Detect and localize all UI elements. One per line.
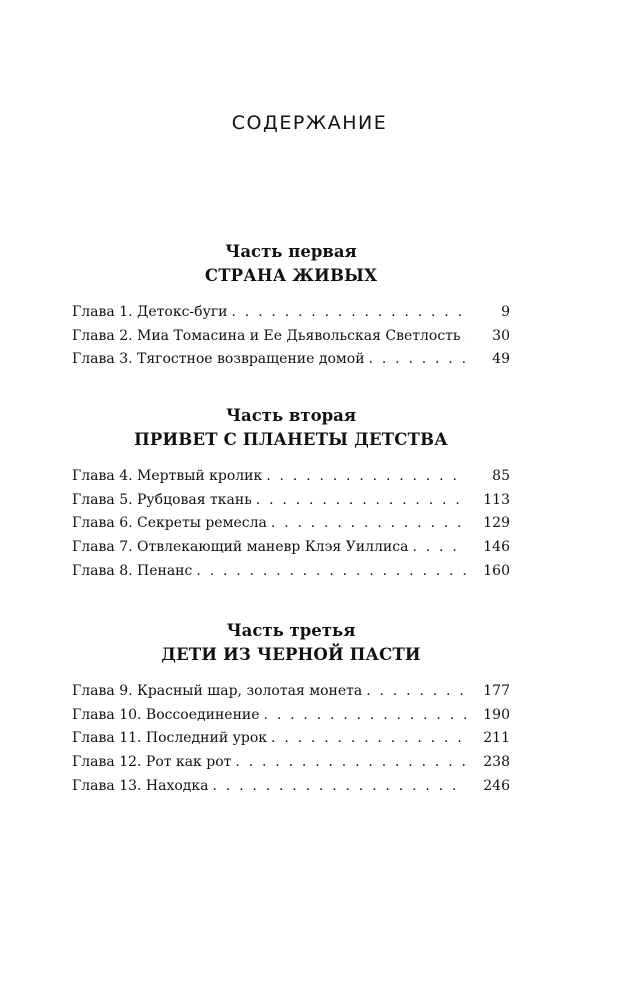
chapter-list xyxy=(72,683,510,801)
dot-leader xyxy=(264,707,466,723)
chapter-row[interactable] xyxy=(72,754,510,778)
chapter-title: Глава 6. Секреты ремесла xyxy=(72,515,267,532)
chapter-title: Глава 13. Находка xyxy=(72,777,209,794)
chapter-row[interactable] xyxy=(72,778,510,802)
chapter-title: Глава 10. Воссоединение xyxy=(72,706,260,723)
chapter-title: Глава 4. Мертвый кролик xyxy=(72,468,263,484)
chapter-title: Глава 11. Последний урок xyxy=(72,730,268,747)
dot-leader xyxy=(235,754,466,770)
chapter-title: Глава 3. Тягостное возвращение домой xyxy=(72,351,365,368)
page-number: 160 xyxy=(483,562,510,579)
chapter-row[interactable] xyxy=(72,683,510,707)
dot-leader xyxy=(465,328,466,344)
chapter-row[interactable] xyxy=(72,328,510,352)
dot-leader xyxy=(232,304,467,320)
page-number: 49 xyxy=(492,351,510,368)
page-number: 190 xyxy=(483,706,510,723)
part-name: ДЕТИ ИЗ ЧЕРНОЙ ПАСТИ xyxy=(161,645,421,664)
chapter-row[interactable] xyxy=(72,730,510,754)
chapter-title: Глава 2. Миа Томасина и Ее Дьявольская Светлость xyxy=(72,327,461,344)
chapter-row[interactable] xyxy=(72,468,510,492)
chapter-title: Глава 8. Пенанс xyxy=(72,562,193,579)
chapter-title: Глава 1. Детокс-буги xyxy=(72,304,228,320)
chapter-title: Глава 12. Рот как рот xyxy=(72,754,232,771)
part-section-2 xyxy=(72,404,510,586)
page-number: 113 xyxy=(483,491,510,508)
chapter-row[interactable] xyxy=(72,539,510,563)
chapter-row[interactable] xyxy=(72,304,510,328)
chapter-row[interactable] xyxy=(72,515,510,539)
dot-leader xyxy=(266,468,466,484)
dot-leader xyxy=(271,730,466,746)
part-section-1 xyxy=(72,240,510,375)
part-name: СТРАНА ЖИВЫХ xyxy=(204,266,378,285)
part-section-3 xyxy=(72,619,510,801)
dot-leader xyxy=(256,492,466,508)
page-number: 238 xyxy=(483,754,510,771)
dot-leader xyxy=(366,683,466,699)
part-name: ПРИВЕТ С ПЛАНЕТЫ ДЕТСТВА xyxy=(134,430,448,449)
chapter-row[interactable] xyxy=(72,563,510,587)
dot-leader xyxy=(271,515,466,531)
page-number: 246 xyxy=(483,777,510,794)
chapter-list xyxy=(72,468,510,586)
chapter-list xyxy=(72,304,510,375)
page-title: СОДЕРЖАНИЕ xyxy=(231,112,388,134)
dot-leader xyxy=(369,351,466,367)
page-number: 9 xyxy=(501,304,510,320)
dot-leader xyxy=(412,539,466,555)
page-number: 211 xyxy=(483,730,510,747)
chapter-row[interactable] xyxy=(72,492,510,516)
page-number: 177 xyxy=(483,683,510,699)
part-label: Часть вторая xyxy=(225,406,357,425)
dot-leader xyxy=(213,778,467,794)
chapter-title: Глава 9. Красный шар, золотая монета xyxy=(72,683,363,699)
chapter-row[interactable] xyxy=(72,707,510,731)
dot-leader xyxy=(196,563,466,579)
page-number: 146 xyxy=(483,539,510,556)
page-number: 129 xyxy=(483,515,510,532)
chapter-title: Глава 7. Отвлекающий маневр Клэя Уиллиса xyxy=(72,539,409,556)
page-number: 30 xyxy=(492,327,510,344)
part-label: Часть первая xyxy=(225,242,357,261)
chapter-row[interactable] xyxy=(72,351,510,375)
part-label: Часть третья xyxy=(226,621,356,640)
chapter-title: Глава 5. Рубцовая ткань xyxy=(72,491,252,508)
page-number: 85 xyxy=(492,468,510,484)
